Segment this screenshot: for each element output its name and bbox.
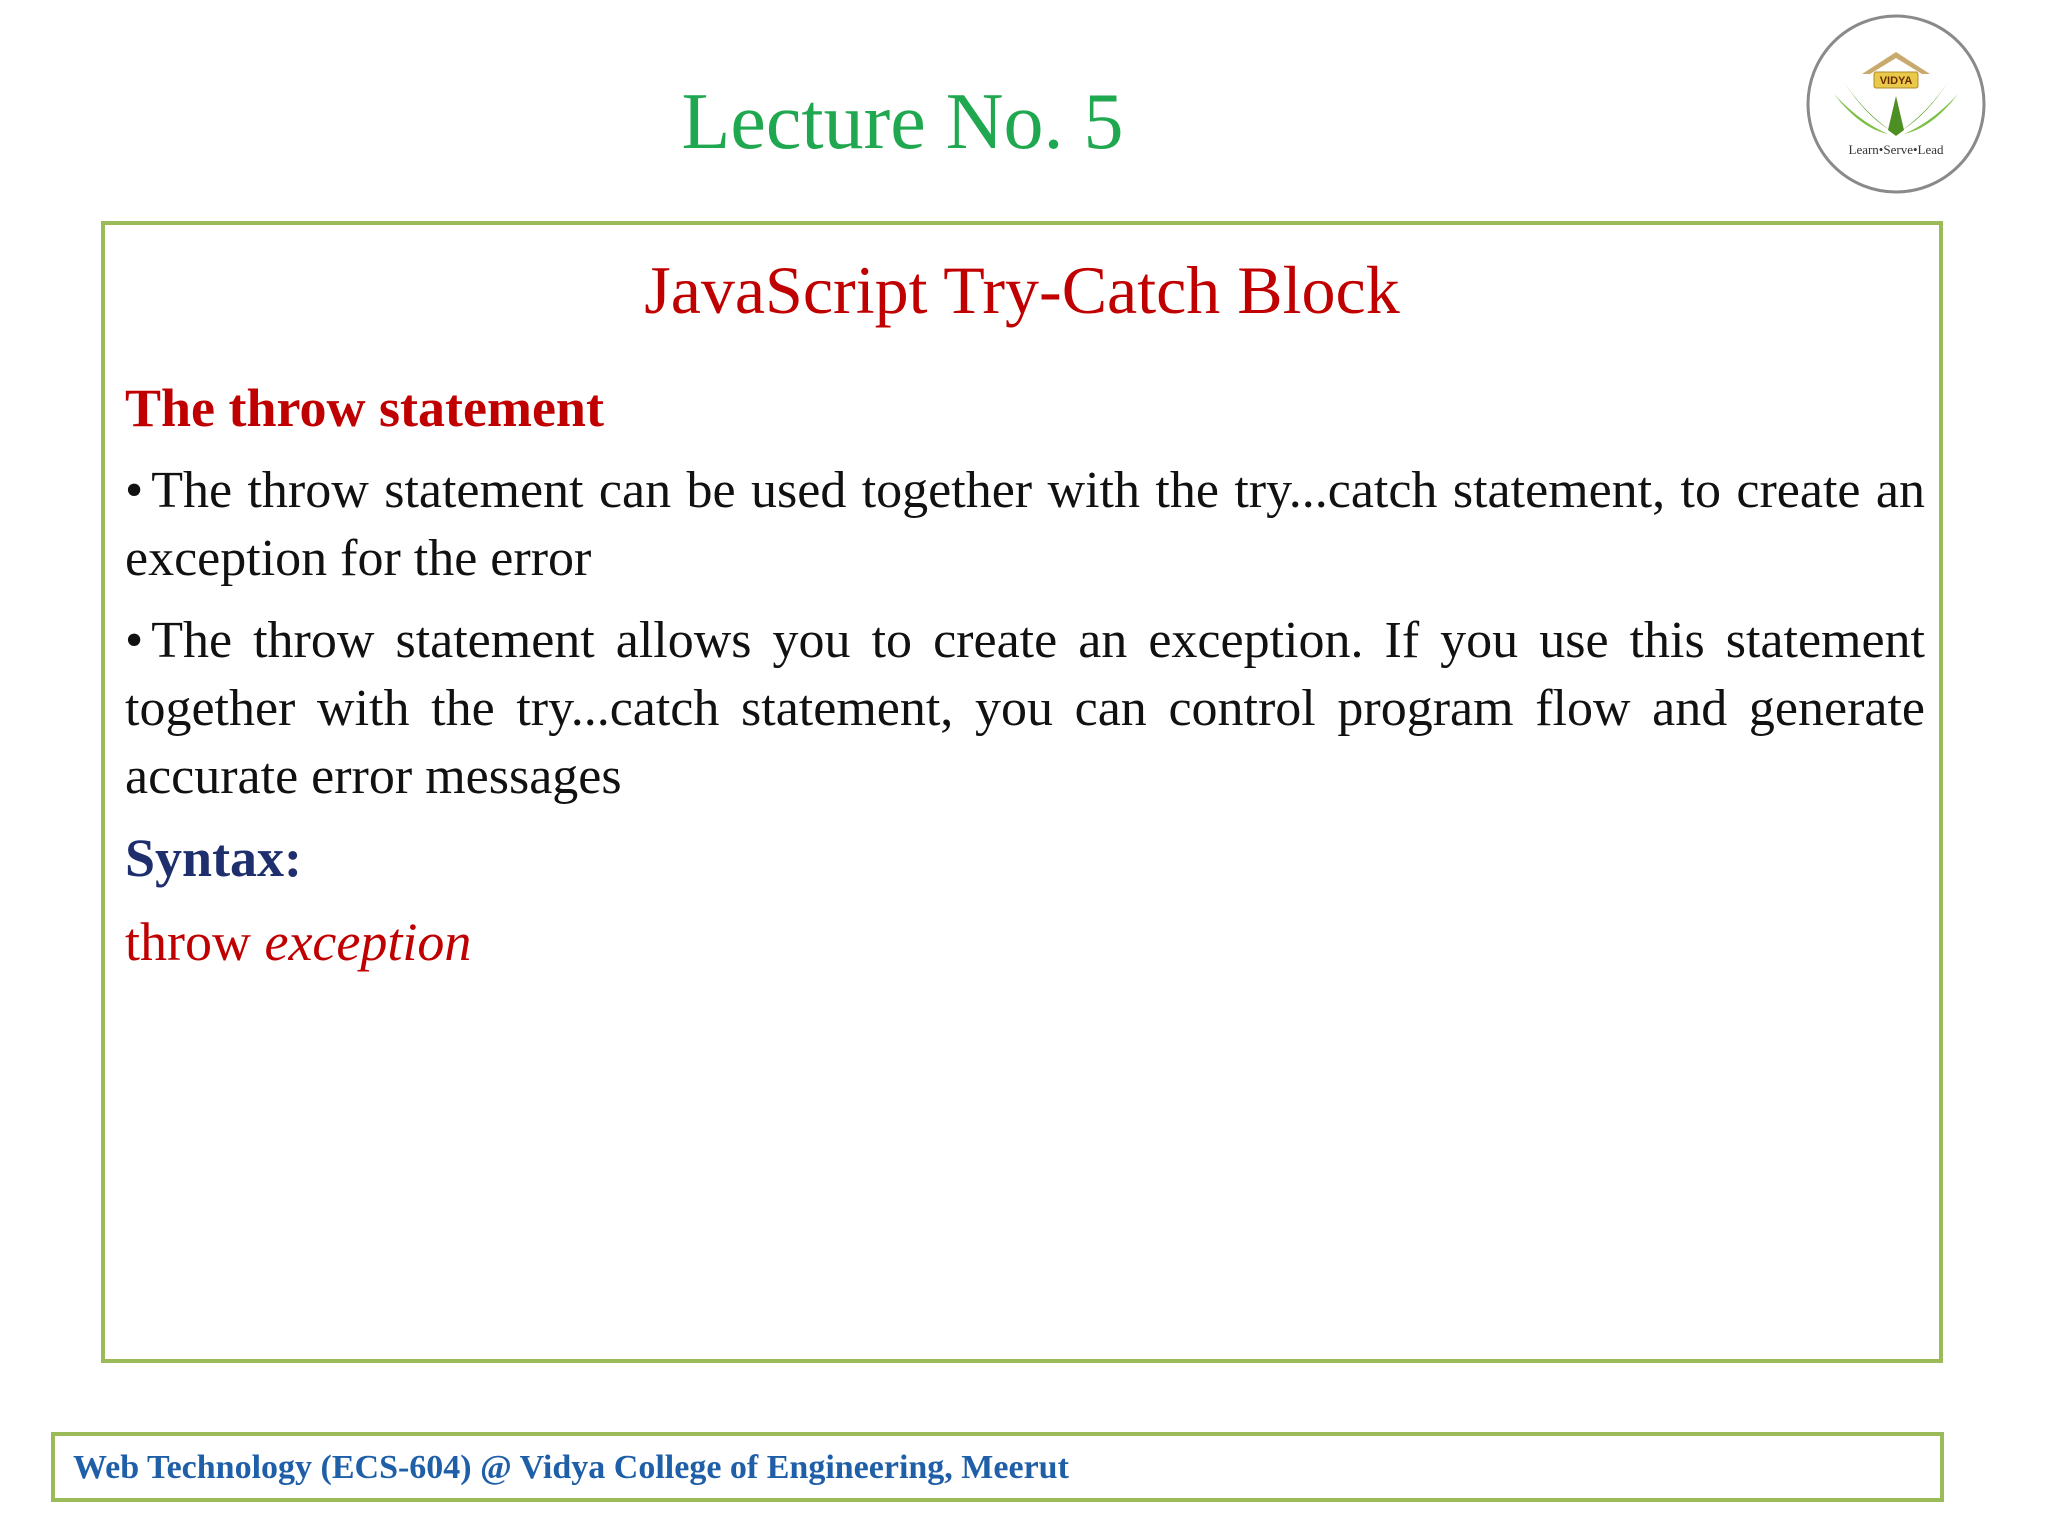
slide-title: JavaScript Try-Catch Block (644, 252, 1400, 328)
bullet-icon: • (125, 462, 144, 519)
syntax-code (125, 907, 471, 977)
bullet-icon: • (125, 612, 144, 669)
bullet-item (125, 607, 1925, 811)
college-logo (1804, 12, 1988, 196)
lecture-title: Lecture No. 5 (681, 78, 1124, 166)
logo-tagline: Learn•Serve•Lead (1848, 142, 1944, 157)
vidya-logo-icon (1804, 12, 1988, 196)
bullet-text: The throw statement can be used together with the try...catch statement, to create an exception for the error (125, 462, 1925, 587)
content-panel (101, 221, 1943, 1363)
syntax-argument: exception (264, 912, 472, 972)
syntax-keyword: throw (125, 912, 251, 972)
footer-text: Web Technology (ECS-604) @ Vidya College of Engineering, Meerut (73, 1449, 1069, 1486)
logo-name: VIDYA (1879, 75, 1913, 87)
section-heading: The throw statement (125, 378, 604, 438)
footer (51, 1432, 1944, 1502)
bullet-item (125, 457, 1925, 593)
syntax-heading: Syntax: (125, 828, 303, 888)
bullet-text: The throw statement allows you to create an exception. If you use this statement together with the try...catch statement, you can control program flow and generate accurate error messages (125, 612, 1925, 805)
